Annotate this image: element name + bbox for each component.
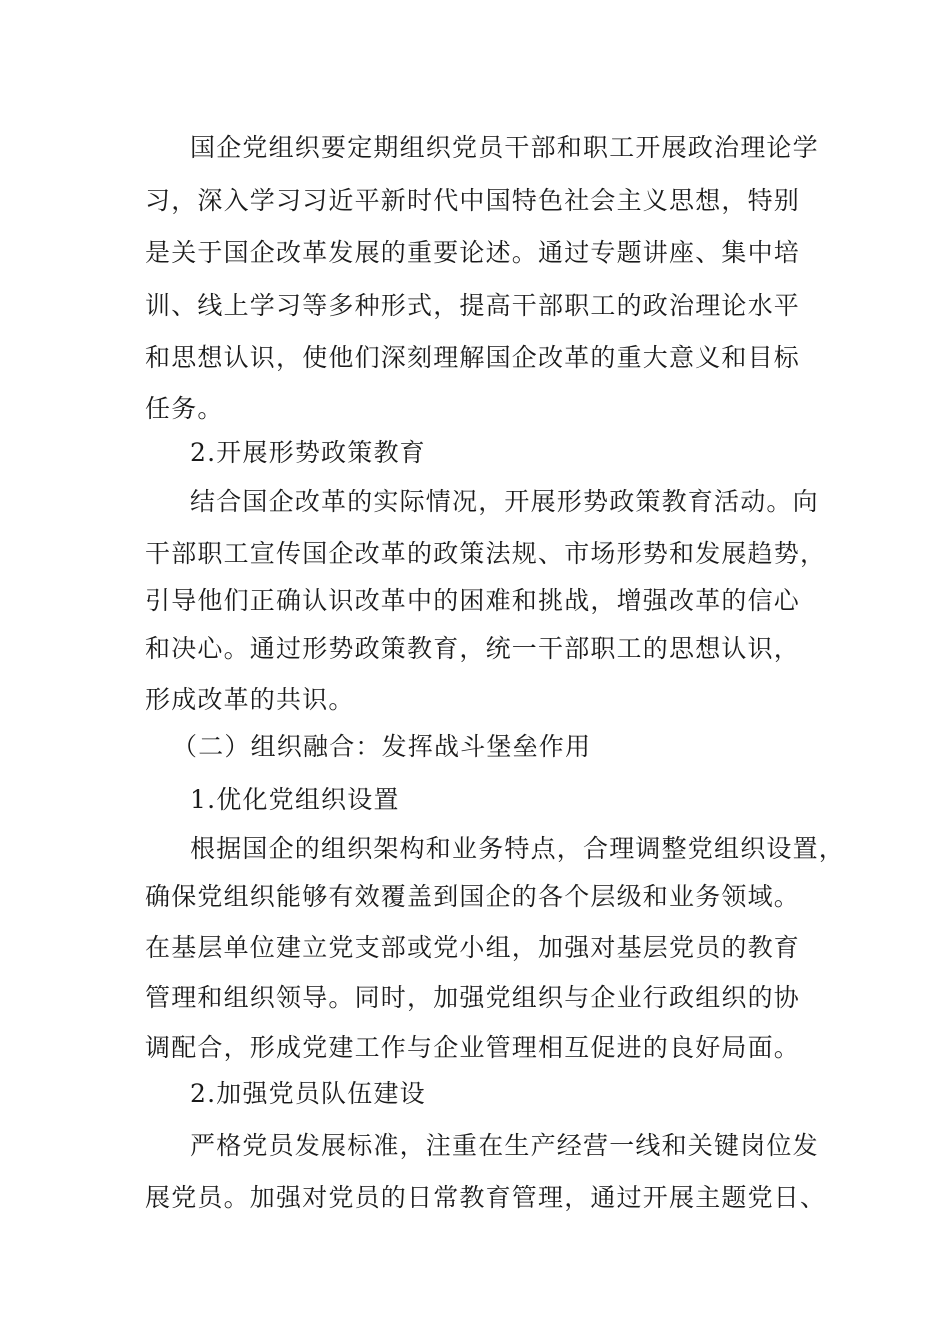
paragraph-line: 形成改革的共识。 <box>145 685 355 714</box>
paragraph-line: 习，深入学习习近平新时代中国特色社会主义思想，特别 <box>145 186 801 215</box>
paragraph-line: 展党员。加强对党员的日常教育管理，通过开展主题党日、 <box>145 1183 827 1212</box>
paragraph-line: 和决心。通过形势政策教育，统一干部职工的思想认识， <box>145 634 801 663</box>
paragraph-line: 调配合，形成党建工作与企业管理相互促进的良好局面。 <box>145 1033 801 1062</box>
paragraph-line: 训、线上学习等多种形式，提高干部职工的政治理论水平 <box>145 291 801 320</box>
section-heading: 2.加强党员队伍建设 <box>190 1079 426 1108</box>
paragraph-line: 和思想认识，使他们深刻理解国企改革的重大意义和目标 <box>145 343 801 372</box>
paragraph-line: 干部职工宣传国企改革的政策法规、市场形势和发展趋势， <box>145 539 827 568</box>
paragraph-line: 是关于国企改革发展的重要论述。通过专题讲座、集中培 <box>145 238 801 267</box>
section-heading: 2.开展形势政策教育 <box>190 438 426 467</box>
paragraph-line: 任务。 <box>145 394 224 423</box>
paragraph-line: 严格党员发展标准，注重在生产经营一线和关键岗位发 <box>190 1131 819 1160</box>
paragraph-line: 引导他们正确认识改革中的困难和挑战，增强改革的信心 <box>145 586 801 615</box>
paragraph-line: 国企党组织要定期组织党员干部和职工开展政治理论学 <box>190 133 819 162</box>
paragraph-line: 根据国企的组织架构和业务特点，合理调整党组织设置， <box>190 834 846 863</box>
section-heading: 1.优化党组织设置 <box>190 785 400 814</box>
paragraph-line: 在基层单位建立党支部或党小组，加强对基层党员的教育 <box>145 933 801 962</box>
paragraph-line: 管理和组织领导。同时，加强党组织与企业行政组织的协 <box>145 983 801 1012</box>
section-heading: （二）组织融合：发挥战斗堡垒作用 <box>172 732 592 761</box>
paragraph-line: 确保党组织能够有效覆盖到国企的各个层级和业务领域。 <box>145 882 801 911</box>
paragraph-line: 结合国企改革的实际情况，开展形势政策教育活动。向 <box>190 487 819 516</box>
